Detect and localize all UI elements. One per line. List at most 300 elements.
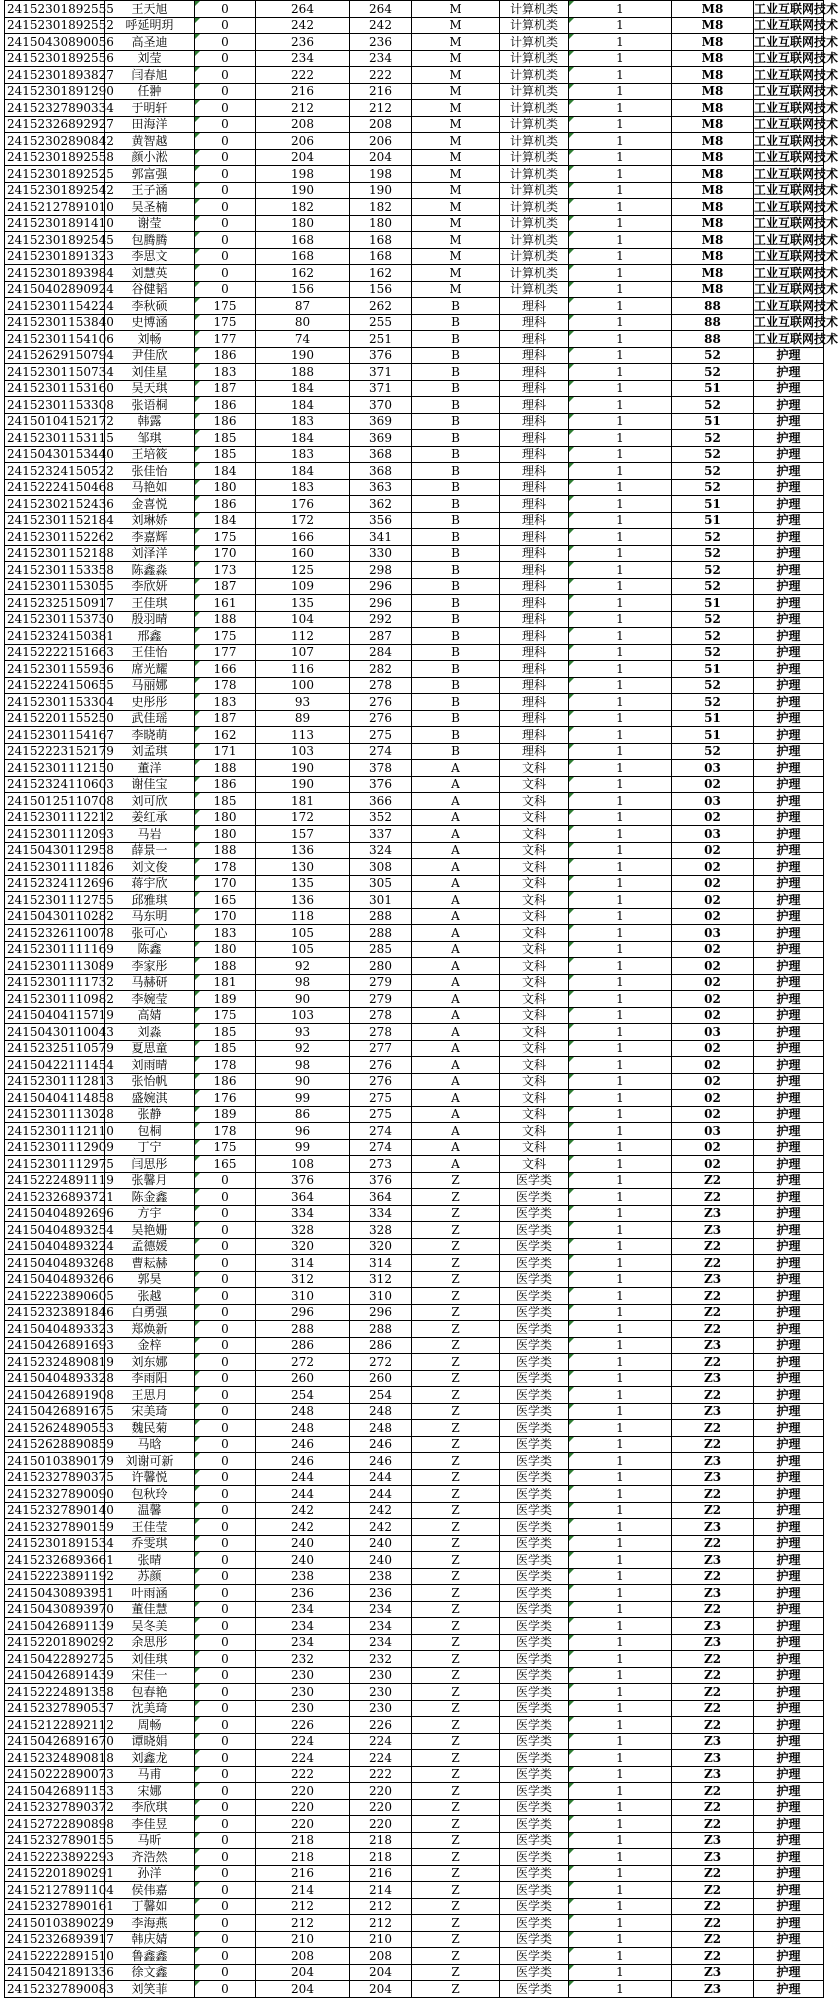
category-cell: 医学类 [500,1387,569,1404]
total-cell: 204 [350,1981,412,1998]
major-cell: 工业互联网技术 [754,117,838,132]
score-b-cell: 99 [256,1139,350,1156]
count-cell: 1 [569,1024,672,1041]
count-cell: 1 [569,1733,672,1750]
count-cell: 1 [569,463,672,480]
exam-id-cell: 24152301892556 [5,50,105,67]
score-a-cell: 0 [195,1387,256,1404]
score-a-cell: 0 [195,166,256,183]
table-row [5,1139,824,1156]
score-b-cell: 190 [256,182,350,199]
total-cell: 286 [350,1337,412,1354]
score-b-cell: 248 [256,1403,350,1420]
score-a-cell: 188 [195,842,256,859]
category-cell: 医学类 [500,1865,569,1882]
category-code-cell: B [412,298,500,315]
name-cell: 王培筱 [105,446,195,463]
name-cell: 刘莹 [105,50,195,67]
major-cell: 护理 [754,908,824,925]
score-a-cell: 0 [195,1172,256,1189]
total-cell: 212 [350,1915,412,1932]
category-cell: 医学类 [500,1964,569,1981]
score-b-cell: 232 [256,1651,350,1668]
category-code-cell: A [412,1024,500,1041]
exam-id-cell: 24150426891675 [5,1403,105,1420]
total-cell: 282 [350,661,412,678]
exam-id-cell: 24152301892558 [5,149,105,166]
table-row [5,1007,824,1024]
score-a-cell: 175 [195,1139,256,1156]
name-cell: 方宇 [105,1205,195,1222]
category-code-cell: Z [412,1403,500,1420]
exam-id-cell: 24150422892725 [5,1651,105,1668]
major-cell: 护理 [754,496,824,513]
code-cell: 02 [672,991,754,1008]
table-row [5,892,824,909]
name-cell: 盛婉淇 [105,1090,195,1107]
total-cell: 330 [350,545,412,562]
total-cell: 363 [350,479,412,496]
table-row [5,875,824,892]
category-code-cell: Z [412,1832,500,1849]
category-code-cell: Z [412,1915,500,1932]
score-b-cell: 118 [256,908,350,925]
count-cell: 1 [569,908,672,925]
category-cell: 文科 [500,1139,569,1156]
name-cell: 高圣迪 [105,34,195,51]
score-b-cell: 98 [256,1057,350,1074]
score-b-cell: 206 [256,133,350,150]
score-a-cell: 0 [195,1453,256,1470]
table-row [5,1222,824,1239]
code-cell: Z3 [672,1370,754,1387]
score-b-cell: 93 [256,1024,350,1041]
major-cell: 护理 [754,710,824,727]
major-cell: 护理 [754,446,824,463]
count-cell: 1 [569,50,672,67]
score-a-cell: 180 [195,809,256,826]
score-b-cell: 224 [256,1750,350,1767]
category-cell: 理科 [500,661,569,678]
category-cell: 理科 [500,743,569,760]
table-row [5,1172,824,1189]
major-cell: 护理 [754,1618,824,1635]
name-cell: 李思文 [105,248,195,265]
score-a-cell: 186 [195,397,256,414]
code-cell: 52 [672,347,754,364]
score-a-cell: 185 [195,793,256,810]
exam-id-cell: 24152325150917 [5,595,105,612]
major-cell: 护理 [754,1816,824,1833]
code-cell: Z3 [672,1403,754,1420]
category-code-cell: A [412,776,500,793]
exam-id-cell: 24152301152188 [5,545,105,562]
table-row [5,1882,824,1899]
count-cell: 1 [569,199,672,216]
category-code-cell: Z [412,1816,500,1833]
code-cell: M8 [672,199,754,216]
count-cell: 1 [569,67,672,84]
score-a-cell: 0 [195,1651,256,1668]
category-code-cell: B [412,380,500,397]
score-b-cell: 181 [256,793,350,810]
table-row [5,1948,824,1965]
count-cell: 1 [569,710,672,727]
count-cell: 1 [569,958,672,975]
score-b-cell: 248 [256,1420,350,1437]
name-cell: 谷健韬 [105,281,195,298]
category-code-cell: A [412,793,500,810]
category-cell: 医学类 [500,1783,569,1800]
score-a-cell: 0 [195,1205,256,1222]
code-cell: M8 [672,34,754,51]
exam-id-cell: 24152323891846 [5,1304,105,1321]
category-cell: 医学类 [500,1634,569,1651]
category-cell: 医学类 [500,1816,569,1833]
score-b-cell: 220 [256,1799,350,1816]
exam-id-cell: 24152201155250 [5,710,105,727]
name-cell: 刘淼 [105,1024,195,1041]
count-cell: 1 [569,34,672,51]
count-cell: 1 [569,826,672,843]
category-cell: 医学类 [500,1172,569,1189]
score-a-cell: 0 [195,1436,256,1453]
score-b-cell: 105 [256,941,350,958]
total-cell: 248 [350,1403,412,1420]
score-b-cell: 234 [256,1634,350,1651]
total-cell: 276 [350,1057,412,1074]
category-cell: 文科 [500,1007,569,1024]
major-cell: 护理 [754,1502,824,1519]
count-cell: 1 [569,875,672,892]
exam-id-cell: 24152301112150 [5,760,105,777]
score-a-cell: 0 [195,100,256,117]
name-cell: 韩庆婧 [105,1931,195,1948]
major-cell: 工业互联网技术 [754,265,838,280]
exam-id-cell: 24152301153358 [5,562,105,579]
score-a-cell: 185 [195,1040,256,1057]
total-cell: 334 [350,1205,412,1222]
category-cell: 理科 [500,380,569,397]
score-b-cell: 183 [256,413,350,430]
count-cell: 1 [569,1007,672,1024]
table-row [5,1057,824,1074]
category-code-cell: Z [412,1651,500,1668]
score-b-cell: 216 [256,83,350,100]
count-cell: 1 [569,776,672,793]
category-cell: 理科 [500,512,569,529]
score-b-cell: 109 [256,578,350,595]
score-b-cell: 224 [256,1733,350,1750]
table-row [5,1552,824,1569]
exam-id-cell: 24152327890090 [5,1486,105,1503]
category-code-cell: M [412,149,500,166]
code-cell: Z3 [672,1271,754,1288]
name-cell: 刘畅 [105,331,195,348]
code-cell: 02 [672,974,754,991]
name-cell: 包桐 [105,1123,195,1140]
major-cell: 护理 [754,380,824,397]
category-code-cell: B [412,595,500,612]
name-cell: 邱雅琪 [105,892,195,909]
name-cell: 丁宁 [105,1139,195,1156]
table-row [5,397,824,414]
name-cell: 刘佳琪 [105,1651,195,1668]
name-cell: 许馨悦 [105,1469,195,1486]
code-cell: Z3 [672,1337,754,1354]
category-cell: 医学类 [500,1469,569,1486]
code-cell: Z2 [672,1865,754,1882]
category-cell: 计算机类 [500,215,569,232]
category-code-cell: M [412,17,500,34]
total-cell: 376 [350,1172,412,1189]
total-cell: 156 [350,281,412,298]
code-cell: Z2 [672,1667,754,1684]
score-b-cell: 188 [256,364,350,381]
category-code-cell: Z [412,1436,500,1453]
score-a-cell: 177 [195,331,256,348]
category-code-cell: Z [412,1568,500,1585]
count-cell: 1 [569,677,672,694]
category-cell: 医学类 [500,1453,569,1470]
total-cell: 224 [350,1733,412,1750]
count-cell: 1 [569,1766,672,1783]
major-cell: 护理 [754,1354,824,1371]
table-row [5,958,824,975]
category-cell: 文科 [500,925,569,942]
category-cell: 文科 [500,826,569,843]
exam-id-cell: 24152324112696 [5,875,105,892]
code-cell: 02 [672,1073,754,1090]
exam-id-cell: 24152224150468 [5,479,105,496]
table-row [5,1337,824,1354]
major-cell: 护理 [754,1915,824,1932]
code-cell: M8 [672,116,754,133]
major-cell: 护理 [754,512,824,529]
category-code-cell: Z [412,1469,500,1486]
score-a-cell: 185 [195,1024,256,1041]
major-cell: 护理 [754,1486,824,1503]
exam-id-cell: 24150426891439 [5,1667,105,1684]
total-cell: 251 [350,331,412,348]
count-cell: 1 [569,1321,672,1338]
name-cell: 马昕 [105,1832,195,1849]
name-cell: 李欣琪 [105,1799,195,1816]
total-cell: 312 [350,1271,412,1288]
score-b-cell: 103 [256,743,350,760]
exam-id-cell: 24150404114858 [5,1090,105,1107]
total-cell: 279 [350,974,412,991]
code-cell: Z3 [672,1205,754,1222]
code-cell: Z2 [672,1502,754,1519]
count-cell: 1 [569,1502,672,1519]
score-b-cell: 176 [256,496,350,513]
score-a-cell: 175 [195,1007,256,1024]
code-cell: Z3 [672,1832,754,1849]
score-a-cell: 0 [195,1634,256,1651]
name-cell: 李晓萌 [105,727,195,744]
total-cell: 278 [350,1007,412,1024]
category-cell: 计算机类 [500,232,569,249]
code-cell: 03 [672,760,754,777]
category-code-cell: A [412,809,500,826]
major-cell: 护理 [754,694,824,711]
count-cell: 1 [569,1040,672,1057]
code-cell: Z2 [672,1189,754,1206]
major-cell: 护理 [754,1024,824,1041]
category-cell: 计算机类 [500,133,569,150]
category-code-cell: Z [412,1865,500,1882]
count-cell: 1 [569,1139,672,1156]
total-cell: 242 [350,1519,412,1536]
category-code-cell: Z [412,1667,500,1684]
category-cell: 文科 [500,958,569,975]
major-cell: 护理 [754,1222,824,1239]
exam-id-cell: 24150426891153 [5,1783,105,1800]
exam-id-cell: 24152301891323 [5,248,105,265]
code-cell: Z2 [672,1172,754,1189]
major-cell: 护理 [754,727,824,744]
name-cell: 席光耀 [105,661,195,678]
category-cell: 计算机类 [500,67,569,84]
category-code-cell: B [412,628,500,645]
count-cell: 1 [569,1750,672,1767]
category-cell: 文科 [500,892,569,909]
name-cell: 任翀 [105,83,195,100]
major-cell: 护理 [754,562,824,579]
count-cell: 1 [569,1469,672,1486]
exam-id-cell: 24152301112755 [5,892,105,909]
category-cell: 理科 [500,694,569,711]
name-cell: 徐文鑫 [105,1964,195,1981]
score-a-cell: 189 [195,991,256,1008]
name-cell: 夏思童 [105,1040,195,1057]
category-cell: 文科 [500,859,569,876]
code-cell: Z2 [672,1354,754,1371]
count-cell: 1 [569,265,672,282]
score-a-cell: 0 [195,1271,256,1288]
category-code-cell: Z [412,1618,500,1635]
score-b-cell: 246 [256,1453,350,1470]
category-cell: 理科 [500,595,569,612]
major-cell: 护理 [754,1255,824,1272]
category-cell: 医学类 [500,1931,569,1948]
total-cell: 371 [350,364,412,381]
category-cell: 医学类 [500,1370,569,1387]
score-a-cell: 0 [195,1750,256,1767]
score-a-cell: 0 [195,1255,256,1272]
total-cell: 278 [350,677,412,694]
code-cell: Z2 [672,1717,754,1734]
major-cell: 护理 [754,1172,824,1189]
total-cell: 308 [350,859,412,876]
category-cell: 医学类 [500,1337,569,1354]
score-b-cell: 190 [256,760,350,777]
category-code-cell: A [412,1106,500,1123]
total-cell: 220 [350,1816,412,1833]
major-cell: 护理 [754,1832,824,1849]
score-a-cell: 0 [195,199,256,216]
name-cell: 王佳琪 [105,595,195,612]
name-cell: 李欣妍 [105,578,195,595]
count-cell: 1 [569,166,672,183]
table-row [5,1849,824,1866]
category-cell: 计算机类 [500,149,569,166]
score-a-cell: 180 [195,479,256,496]
exam-id-cell: 24150404893254 [5,1222,105,1239]
score-b-cell: 99 [256,1090,350,1107]
code-cell: Z2 [672,1601,754,1618]
count-cell: 1 [569,578,672,595]
code-cell: 02 [672,1156,754,1173]
table-row [5,1502,824,1519]
category-code-cell: B [412,743,500,760]
exam-id-cell: 24150430893970 [5,1601,105,1618]
category-cell: 计算机类 [500,50,569,67]
total-cell: 279 [350,991,412,1008]
major-cell: 工业互联网技术 [754,51,838,66]
major-cell: 护理 [754,661,824,678]
category-code-cell: B [412,314,500,331]
total-cell: 376 [350,776,412,793]
exam-id-cell: 24150103890179 [5,1453,105,1470]
table-row [5,1816,824,1833]
table-row [5,611,824,628]
count-cell: 1 [569,1981,672,1998]
category-code-cell: M [412,182,500,199]
category-code-cell: Z [412,1255,500,1272]
name-cell: 刘孟琪 [105,743,195,760]
score-b-cell: 376 [256,1172,350,1189]
exam-id-cell: 24152301111169 [5,941,105,958]
category-cell: 医学类 [500,1354,569,1371]
score-b-cell: 208 [256,1948,350,1965]
score-b-cell: 180 [256,215,350,232]
code-cell: Z2 [672,1238,754,1255]
exam-id-cell: 24152301891410 [5,215,105,232]
exam-id-cell: 24152223892293 [5,1849,105,1866]
category-code-cell: A [412,941,500,958]
category-code-cell: Z [412,1931,500,1948]
code-cell: 52 [672,446,754,463]
total-cell: 274 [350,743,412,760]
score-b-cell: 198 [256,166,350,183]
total-cell: 356 [350,512,412,529]
code-cell: Z3 [672,1849,754,1866]
score-a-cell: 175 [195,298,256,315]
count-cell: 1 [569,1816,672,1833]
count-cell: 1 [569,83,672,100]
name-cell: 田海洋 [105,116,195,133]
code-cell: 03 [672,1024,754,1041]
name-cell: 谢莹 [105,215,195,232]
table-row [5,1766,824,1783]
table-row [5,347,824,364]
code-cell: M8 [672,215,754,232]
name-cell: 刘谢可新 [105,1453,195,1470]
score-b-cell: 108 [256,1156,350,1173]
code-cell: 52 [672,578,754,595]
count-cell: 1 [569,793,672,810]
table-row [5,793,824,810]
total-cell: 272 [350,1354,412,1371]
table-row [5,1,824,18]
total-cell: 230 [350,1667,412,1684]
score-b-cell: 90 [256,1073,350,1090]
score-b-cell: 204 [256,149,350,166]
major-cell: 护理 [754,1717,824,1734]
name-cell: 孙洋 [105,1865,195,1882]
